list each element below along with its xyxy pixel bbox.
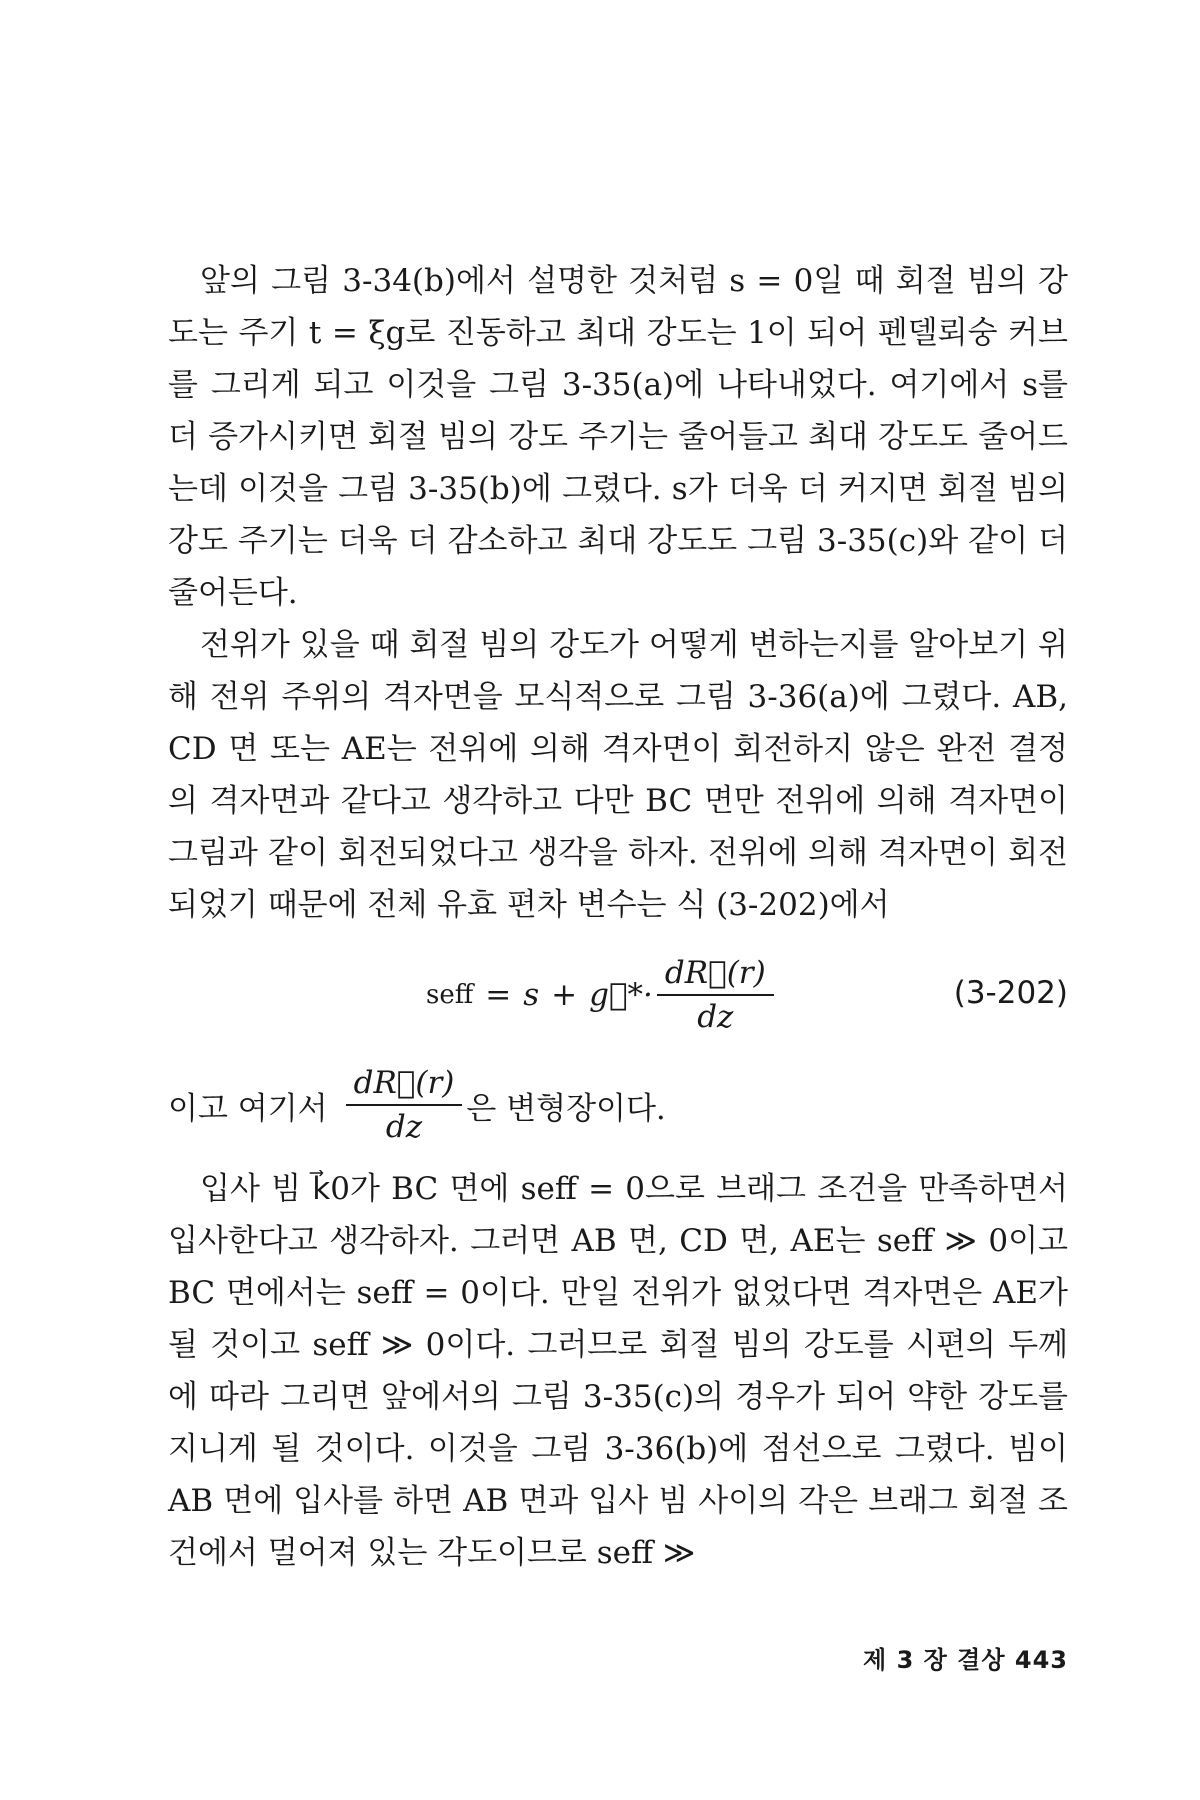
equation-3-202	[168, 945, 1068, 1045]
paragraph-3-prefix: 이고 여기서	[168, 1090, 328, 1127]
equation-g-vector: g⃗*·	[589, 977, 653, 1013]
page-footer: 제 3 장 결상 443	[863, 1646, 1068, 1674]
fraction-numerator: dR⃗(r)	[657, 954, 774, 996]
paragraph-2: 전위가 있을 때 회절 빔의 강도가 어떻게 변하는지를 알아보기 위해 전위 주위의 격자면을 모식적으로 그림 3-36(a)에 그렸다. AB, CD 면 또는 AE는 전위에 의해 격자면이 회전하지 않은 완전 결정의 격자면과 같다고 생각하고 다만 BC 면만 전위에 의해 격자면이 그림과 같이 회전되었다고 생각을 하자. 전위에 의해 격자면이 회전되었기 때문에 전체 유효 편차 변수는 식 (3-202)에서	[168, 627, 1068, 923]
inline-fraction	[346, 1064, 463, 1146]
paragraph-3-suffix: 은 변형장이다.	[466, 1090, 666, 1127]
equation-plus: +	[551, 977, 578, 1013]
paragraph-1: 앞의 그림 3-34(b)에서 설명한 것처럼 s = 0일 때 회절 빔의 강도는 주기 t = ξg로 진동하고 최대 강도는 1이 되어 펜델뢰숭 커브를 그리게 되고 이것을 그림 3-35(a)에 나타내었다. 여기에서 s를 더 증가시키면 회절 빔의 강도 주기는 줄어들고 최대 강도도 줄어드는데 이것을 그림 3-35(b)에 그렸다. s가 더욱 더 커지면 회절 빔의 강도 주기는 더욱 더 감소하고 최대 강도도 그림 3-35(c)와 같이 더 줄어든다.	[168, 263, 1068, 611]
equation-equals: =	[485, 977, 512, 1013]
paragraph-4: 입사 빔 k⃗0가 BC 면에 seff = 0으로 브래그 조건을 만족하면서 입사한다고 생각하자. 그러면 AB 면, CD 면, AE는 seff ≫ 0이고 BC 면에서는 seff = 0이다. 만일 전위가 없었다면 격자면은 AE가 될 것이고 seff ≫ 0이다. 그러므로 회절 빔의 강도를 시편의 두께에 따라 그리면 앞에서의 그림 3-35(c)의 경우가 되어 약한 강도를 지니게 될 것이다. 이것을 그림 3-36(b)에 점선으로 그렸다. 빔이 AB 면에 입사를 하면 AB 면과 입사 빔 사이의 각은 브래그 회절 조건에서 멀어져 있는 각도이므로 seff ≫	[168, 1171, 1068, 1571]
inline-fraction-numerator: dR⃗(r)	[346, 1064, 463, 1106]
equation-number: (3-202)	[953, 975, 1068, 1011]
fraction-denominator: dz	[697, 999, 734, 1035]
equation-lhs: seff	[426, 980, 474, 1010]
equation-fraction	[657, 954, 774, 1036]
inline-fraction-denominator: dz	[385, 1109, 423, 1145]
body-text	[168, 255, 1068, 1579]
equation-body	[426, 945, 778, 1045]
equation-s: s	[523, 977, 540, 1013]
paragraph-3	[168, 1055, 1068, 1155]
